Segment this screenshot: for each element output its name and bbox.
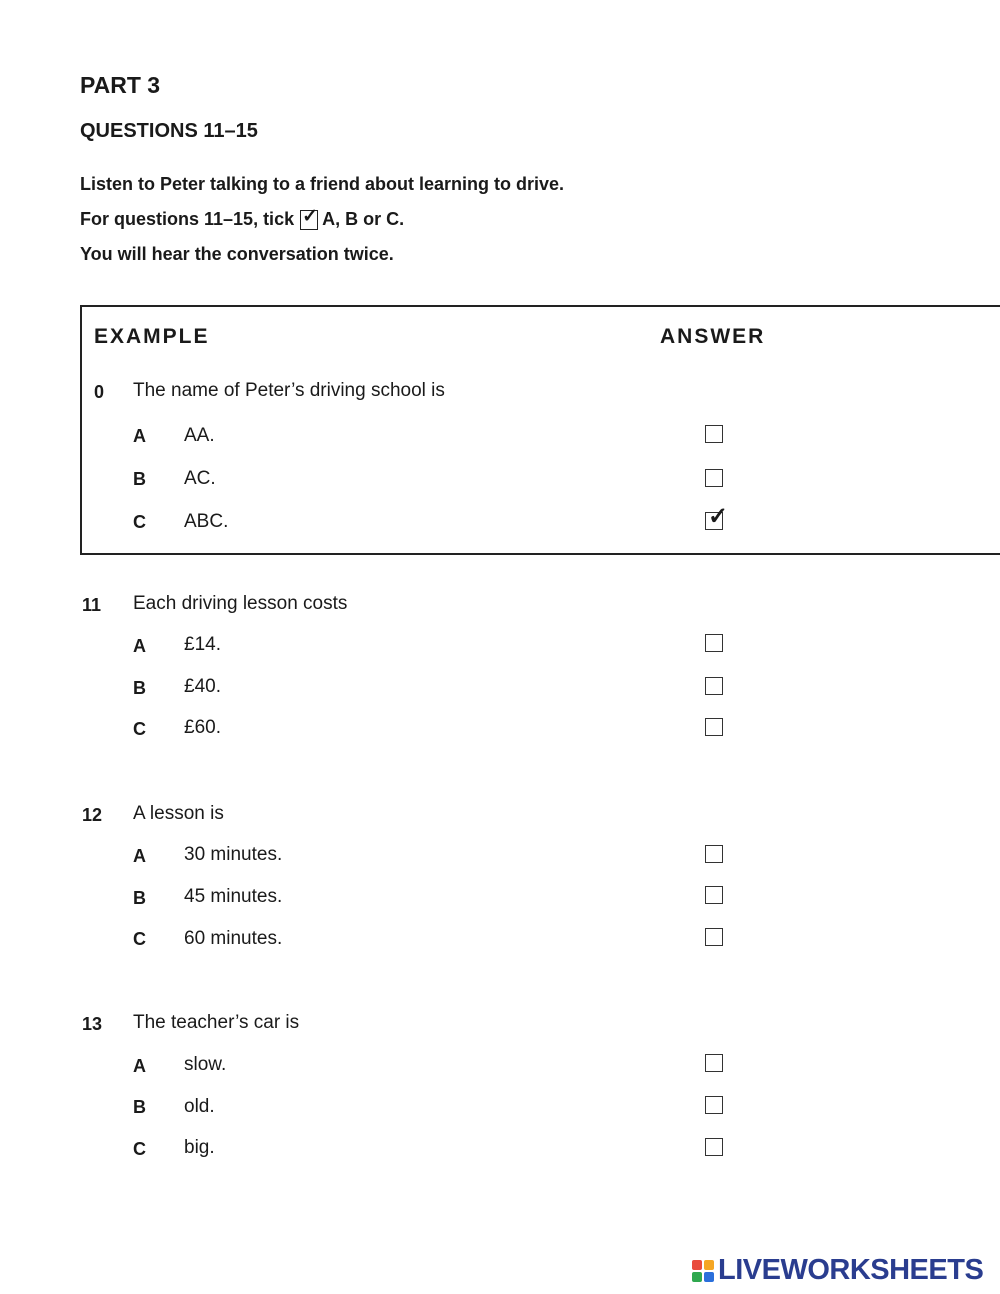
answer-label: ANSWER	[660, 325, 766, 348]
example-option-text-c: ABC.	[184, 511, 229, 532]
liveworksheets-logo	[692, 1254, 983, 1287]
q13-option-text-c: big.	[184, 1137, 215, 1158]
q11-option-text-b: £40.	[184, 676, 221, 697]
q13-checkbox-c[interactable]	[705, 1138, 723, 1156]
q12-option-text-b: 45 minutes.	[184, 886, 283, 907]
example-checkbox-b[interactable]	[705, 469, 723, 487]
q11-option-letter-a: A	[133, 636, 146, 656]
example-option-letter-a: A	[133, 426, 146, 446]
check-mark-icon: ✓	[708, 503, 729, 530]
q12-option-letter-a: A	[133, 846, 146, 866]
q11-checkbox-b[interactable]	[705, 677, 723, 695]
question-text-12: A lesson is	[133, 803, 224, 824]
q11-checkbox-a[interactable]	[705, 634, 723, 652]
example-checkbox-c-checked[interactable]	[705, 503, 729, 530]
q12-option-letter-b: B	[133, 888, 146, 908]
question-number-13: 13	[82, 1014, 103, 1034]
example-label: EXAMPLE	[94, 325, 210, 348]
tick-glyph: ✓	[302, 205, 319, 227]
example-option-text-a: AA.	[184, 425, 215, 446]
logo-square-blue	[704, 1272, 714, 1282]
q12-checkbox-c[interactable]	[705, 928, 723, 946]
q12-checkbox-b[interactable]	[705, 886, 723, 904]
instruction-line-2-end: A, B or C.	[322, 209, 405, 229]
q13-option-letter-a: A	[133, 1056, 146, 1076]
example-option-letter-b: B	[133, 469, 146, 489]
q12-option-text-c: 60 minutes.	[184, 928, 283, 949]
question-text-11: Each driving lesson costs	[133, 593, 348, 614]
instruction-line-1: Listen to Peter talking to a friend about learning to drive.	[80, 174, 565, 194]
tick-box-icon	[300, 205, 319, 230]
instruction-line-3: You will hear the conversation twice.	[80, 244, 394, 264]
q13-option-text-b: old.	[184, 1096, 215, 1117]
example-question: The name of Peter’s driving school is	[133, 380, 445, 401]
q11-option-text-a: £14.	[184, 634, 221, 655]
example-checkbox-a[interactable]	[705, 425, 723, 443]
logo-square-orange	[704, 1260, 714, 1270]
example-option-text-b: AC.	[184, 468, 216, 489]
q13-checkbox-a[interactable]	[705, 1054, 723, 1072]
q13-option-letter-b: B	[133, 1097, 146, 1117]
q13-option-letter-c: C	[133, 1139, 146, 1159]
q12-option-letter-c: C	[133, 929, 146, 949]
logo-square-green	[692, 1272, 702, 1282]
logo-text: LIVEWORKSHEETS	[718, 1254, 984, 1286]
q11-option-text-c: £60.	[184, 717, 221, 738]
example-number: 0	[94, 382, 105, 402]
logo-grid-icon	[692, 1260, 714, 1282]
q11-option-letter-b: B	[133, 678, 146, 698]
q12-checkbox-a[interactable]	[705, 845, 723, 863]
q12-option-text-a: 30 minutes.	[184, 844, 283, 865]
question-text-13: The teacher’s car is	[133, 1012, 300, 1033]
logo-square-red	[692, 1260, 702, 1270]
questions-range: QUESTIONS 11–15	[80, 120, 258, 142]
example-option-letter-c: C	[133, 512, 146, 532]
question-number-12: 12	[82, 805, 103, 825]
q11-checkbox-c[interactable]	[705, 718, 723, 736]
question-number-11: 11	[82, 595, 102, 615]
instruction-line-2	[80, 205, 405, 230]
q13-option-text-a: slow.	[184, 1054, 227, 1075]
q13-checkbox-b[interactable]	[705, 1096, 723, 1114]
part-title: PART 3	[80, 72, 161, 98]
instruction-line-2-start: For questions 11–15, tick	[80, 209, 295, 229]
q11-option-letter-c: C	[133, 719, 146, 739]
